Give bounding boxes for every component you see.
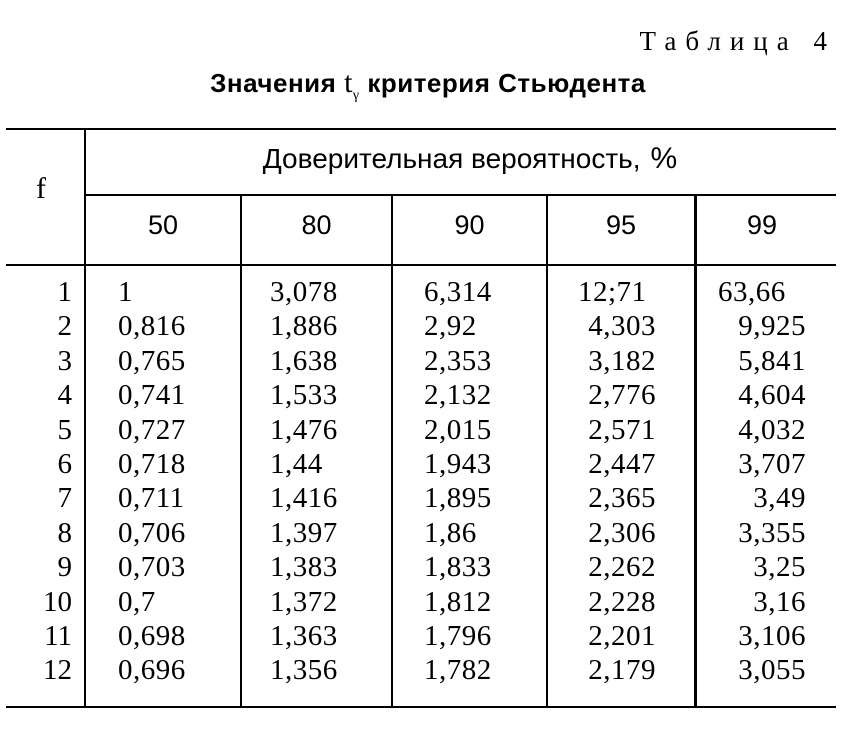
row-label-f: 5	[57, 414, 72, 446]
table-cell: 1,416	[270, 482, 338, 514]
table-cell: 2,365	[588, 482, 656, 514]
table-cell: 4,032	[738, 414, 806, 446]
row-label-f: 11	[44, 620, 72, 652]
table-cell: 1,86	[424, 517, 477, 549]
table-cell: 3,182	[588, 345, 656, 377]
table-title	[0, 66, 856, 104]
table-cell: 1,886	[270, 310, 338, 342]
row-header-f: f	[36, 172, 46, 205]
row-label-f: 6	[57, 448, 72, 480]
column-header-95: 95	[605, 210, 637, 240]
table-cell: 1,812	[424, 586, 492, 618]
column-divider-4	[694, 196, 697, 706]
row-label-f: 2	[57, 310, 72, 342]
table-cell: 3,707	[738, 448, 806, 480]
table-cell: 2,306	[588, 517, 656, 549]
table-cell: 1,44	[270, 448, 323, 480]
confidence-label: Доверительная вероятность,	[262, 143, 641, 174]
table-cell: 0,706	[118, 517, 186, 549]
table-number: Таблица 4	[639, 26, 836, 56]
table-cell: 0,727	[118, 414, 186, 446]
table-cell: 2,776	[588, 379, 656, 411]
table-cell: 0,718	[118, 448, 186, 480]
group-header-rule	[86, 194, 836, 196]
table-cell: 0,696	[118, 654, 186, 686]
table-cell: 1,476	[270, 414, 338, 446]
table-cell: 6,314	[424, 276, 492, 308]
column-divider-3	[546, 196, 548, 706]
column-divider-2	[391, 196, 393, 706]
table-cell: 0,703	[118, 551, 186, 583]
table-cell: 2,353	[424, 345, 492, 377]
table-cell: 2,179	[588, 654, 656, 686]
table-cell: 1	[118, 276, 133, 308]
column-header-90: 90	[454, 210, 485, 240]
column-header-50: 50	[147, 210, 179, 240]
table-cell: 1,638	[270, 345, 338, 377]
confidence-group-header	[190, 142, 750, 176]
title-symbol-letter: t	[344, 66, 353, 99]
table-cell: 0,765	[118, 345, 186, 377]
table-cell: 3,16	[753, 586, 806, 618]
row-label-f: 10	[43, 586, 72, 618]
table-cell: 3,078	[270, 276, 338, 308]
table-cell: 0,698	[118, 620, 186, 652]
table-cell: 63,66	[718, 276, 786, 308]
table-cell: 2,571	[588, 414, 656, 446]
table-cell: 1,397	[270, 517, 338, 549]
title-symbol-subscript: γ	[352, 88, 360, 103]
row-label-f: 9	[57, 551, 72, 583]
row-label-f: 12	[43, 654, 72, 686]
table-cell: 1,943	[424, 448, 492, 480]
table-cell: 1,796	[424, 620, 492, 652]
column-header-99: 99	[746, 210, 778, 240]
table-cell: 0,7	[118, 586, 156, 618]
table-cell: 3,355	[738, 517, 806, 549]
table-cell: 12;71	[578, 276, 647, 308]
table-cell: 4,604	[738, 379, 806, 411]
table-cell: 0,816	[118, 310, 186, 342]
table-cell: 2,228	[588, 586, 656, 618]
table-cell: 2,132	[424, 379, 492, 411]
table-cell: 1,372	[270, 586, 338, 618]
row-label-f: 3	[57, 345, 72, 377]
table-cell: 3,055	[738, 654, 806, 686]
table-cell: 5,841	[738, 345, 806, 377]
table-cell: 0,741	[118, 379, 186, 411]
table-cell: 3,25	[753, 551, 806, 583]
table-cell: 3,106	[738, 620, 806, 652]
table-cell: 2,015	[424, 414, 492, 446]
row-label-f: 7	[57, 482, 72, 514]
table-cell: 3,49	[753, 482, 806, 514]
percent-unit: %	[650, 142, 678, 175]
table-cell: 1,356	[270, 654, 338, 686]
table-cell: 0,711	[118, 482, 185, 514]
table-cell: 2,262	[588, 551, 656, 583]
table-cell: 1,383	[270, 551, 338, 583]
table-cell: 1,363	[270, 620, 338, 652]
row-label-f: 8	[57, 517, 72, 549]
row-label-f: 1	[57, 276, 72, 308]
column-header-80: 80	[301, 210, 332, 240]
table-cell: 4,303	[588, 310, 656, 342]
title-part1: Значения	[210, 68, 345, 98]
table-cell: 1,833	[424, 551, 492, 583]
table-cell: 9,925	[738, 310, 806, 342]
table-cell: 1,895	[424, 482, 492, 514]
table-cell: 2,447	[588, 448, 656, 480]
table-cell: 2,92	[424, 310, 477, 342]
column-header-rule	[6, 264, 836, 266]
table-cell: 2,201	[588, 620, 656, 652]
title-symbol	[344, 66, 360, 103]
row-label-f: 4	[57, 379, 72, 411]
top-rule	[6, 128, 836, 130]
table-cell: 1,782	[424, 654, 492, 686]
bottom-rule	[6, 706, 836, 708]
table-cell: 1,533	[270, 379, 338, 411]
title-part2: критерия Стьюдента	[359, 68, 646, 98]
column-divider-1	[240, 196, 242, 706]
